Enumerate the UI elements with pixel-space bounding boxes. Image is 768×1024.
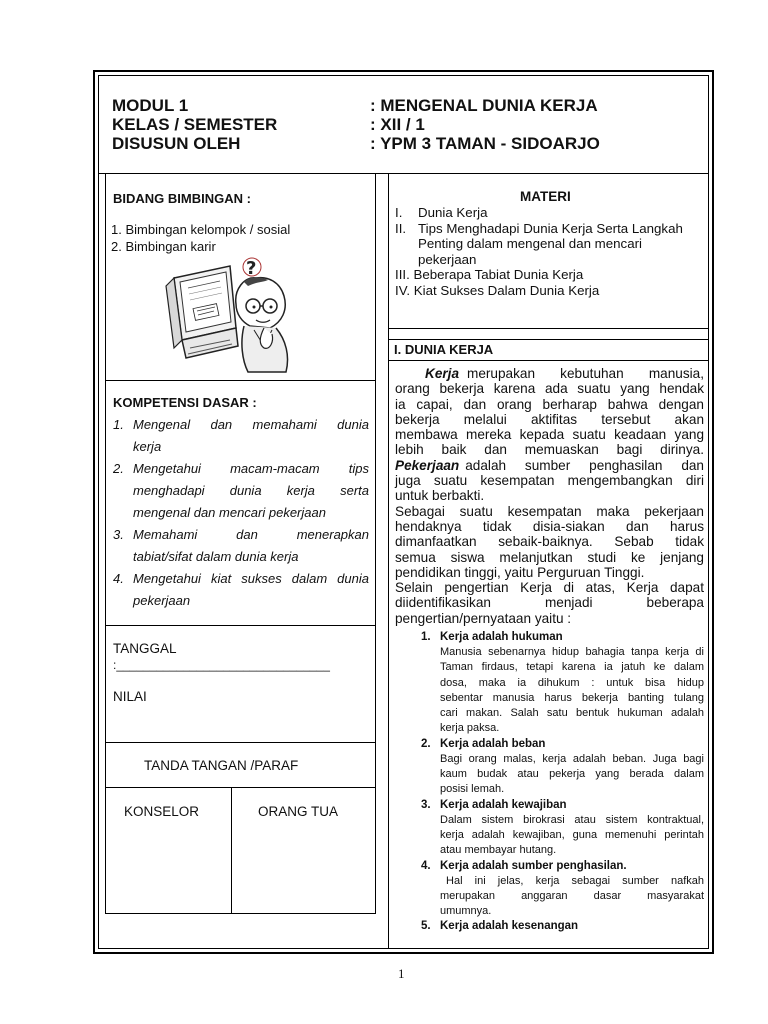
pekerjaan-emphasis: Pekerjaan (395, 457, 460, 473)
definition-line: atau membayar hutang. (440, 844, 557, 857)
kompetensi-line: Mengenal dan memahami dunia (133, 417, 369, 432)
materi-item-1 (395, 205, 705, 221)
definition-line: Dalam sistem birokrasi atau sistem kontraktual, (440, 813, 704, 826)
nilai-label: NILAI (113, 689, 147, 704)
materi-num: II. (395, 220, 407, 236)
kompetensi-divider (105, 625, 375, 626)
materi-text-cont: Penting dalam mengenal dan mencari (418, 236, 642, 251)
kompetensi-item-2 (113, 458, 369, 524)
kompetensi-item-3 (113, 524, 369, 568)
kompetensi-line: pekerjaan (133, 593, 191, 608)
definition-item-2 (421, 737, 704, 798)
konselor-label: KONSELOR (124, 804, 200, 819)
kompetensi-line: menghadapi dunia kerja serta (133, 483, 369, 498)
kompetensi-line: mengenal dan mencari pekerjaan (133, 505, 326, 520)
definition-line: sebentar manusia harus bekerja banting tulang (440, 691, 704, 704)
body-line: pengertian/pernyataan yaitu : (395, 610, 572, 626)
body-line: hendaknya tidak disia-siakan dan harus (395, 518, 704, 534)
svg-text:?: ? (246, 258, 257, 279)
kompetensi-num-3: 3. (113, 527, 124, 542)
kompetensi-line: Memahami dan menerapkan (133, 527, 369, 542)
definition-line: merupakan anggaran dasar masyarakat (440, 889, 704, 902)
definition-text (421, 813, 704, 859)
definition-title: Kerja adalah sumber penghasilan. (440, 859, 627, 872)
definition-num: 4. (421, 859, 431, 872)
definition-item-3 (421, 798, 704, 859)
definition-line: kaum budak atau pekerja yang berada dalam (440, 768, 704, 781)
kerja-definitions-list (421, 630, 704, 934)
header-label-modul: MODUL 1 (112, 96, 189, 115)
body-text (395, 366, 704, 626)
definition-title: Kerja adalah beban (440, 737, 546, 750)
right-column-left-border (388, 173, 389, 949)
definition-num: 1. (421, 631, 431, 643)
header-value-disusun: : YPM 3 TAMAN - SIDOARJO (370, 134, 600, 153)
kompetensi-title: KOMPETENSI DASAR : (113, 395, 257, 410)
illustration-svg (160, 256, 300, 374)
bidang-item-1: 1. Bimbingan kelompok / sosial (111, 222, 291, 237)
definition-item-5 (421, 919, 704, 934)
materi-text-cont: pekerjaan (418, 251, 477, 267)
materi-item-2 (395, 221, 705, 237)
tanggal-label: TANGGAL (113, 641, 177, 656)
left-column-left-border (105, 173, 106, 914)
definition-title: Kerja adalah hukuman (440, 631, 563, 643)
orang-tua-label: ORANG TUA (258, 804, 339, 819)
definition-item-1 (421, 630, 704, 737)
materi-num: I. (395, 205, 403, 220)
definition-line: Hal ini jelas, kerja sebagai sumber nafkah (440, 874, 704, 887)
definition-item-4 (421, 859, 704, 920)
body-line: semua siswa melanjutkan studi ke jenjang (395, 549, 704, 565)
body-line: membawa mereka kepada suatu keadaan yang (395, 427, 704, 443)
body-line: juga suatu kesempatan mengembangkan diri (395, 473, 704, 489)
computer-character-illustration (160, 256, 300, 374)
definition-text (421, 752, 704, 798)
materi-text: Dunia Kerja (418, 205, 488, 220)
definition-line: posisi lemah. (440, 783, 505, 796)
materi-num: III. (395, 267, 410, 282)
kompetensi-num-4: 4. (113, 571, 124, 586)
kompetensi-line: Mengetahui macam-macam tips (133, 461, 369, 476)
materi-title: MATERI (520, 189, 571, 204)
kompetensi-num-1: 1. (113, 417, 124, 432)
body-line-text: merupakan kebutuhan manusia, (467, 366, 704, 381)
definition-line: Taman firdaus, tetapi karena ia jatuh ke dalam (440, 661, 704, 674)
tanggal-divider (105, 742, 375, 743)
definition-line: cari makan. Salah satu bentuk hukuman adalah (440, 707, 704, 720)
definition-text (421, 645, 704, 737)
kompetensi-num-2: 2. (113, 461, 124, 476)
section-title-top (388, 339, 709, 340)
tanda-tangan-label: TANDA TANGAN /PARAF (144, 758, 299, 773)
header-divider (98, 173, 709, 174)
page-number: 1 (398, 966, 405, 981)
materi-num: IV. (395, 282, 411, 298)
kompetensi-list (113, 414, 369, 612)
header-value-modul: : MENGENAL DUNIA KERJA (370, 96, 598, 115)
definition-line: dosa, maka ia dihukum : untuk bisa hidup (440, 676, 704, 689)
materi-list (395, 205, 705, 298)
header-label-kelas: KELAS / SEMESTER (112, 115, 278, 134)
header-value-kelas: : XII / 1 (370, 115, 425, 134)
definition-text (421, 874, 704, 920)
kompetensi-line: tabiat/sifat dalam dunia kerja (133, 549, 299, 564)
materi-divider (388, 328, 709, 329)
kompetensi-line: kerja (133, 439, 162, 454)
kompetensi-item-1 (113, 414, 369, 458)
body-line (395, 366, 704, 381)
materi-text: Tips Menghadapi Dunia Kerja Serta Langkah (418, 220, 683, 236)
definition-num: 3. (421, 798, 431, 811)
definition-num: 5. (421, 920, 431, 933)
body-line: Sebagai suatu kesempatan maka pekerjaan (395, 503, 704, 519)
body-line: diidentifikasikan menjadi beberapa (395, 595, 704, 611)
left-bottom-border (105, 913, 375, 914)
body-line: pendidikan tinggi, yaitu Perguruan Tinggi. (395, 564, 645, 580)
bidang-title: BIDANG BIMBINGAN : (113, 191, 251, 206)
body-line: untuk berbakti. (395, 488, 485, 504)
definition-num: 2. (421, 737, 431, 750)
left-column-right-border (375, 173, 376, 914)
ttd-column-divider (231, 787, 232, 914)
body-line: orang bekerja karena ada suatu yang hendak (395, 381, 704, 397)
materi-item-3 (395, 267, 705, 283)
tanggal-line: :________________________________ (113, 658, 330, 672)
body-line (395, 458, 704, 473)
body-line: Selain pengertian Kerja di atas, Kerja dapat (395, 580, 704, 596)
header-label-disusun: DISUSUN OLEH (112, 134, 241, 153)
definition-line: Manusia sebenarnya hidup bahagia tanpa kerja di (440, 646, 704, 658)
definition-line: kerja paksa. (440, 722, 500, 735)
section-title-bottom (388, 360, 709, 361)
ttd-divider (105, 787, 375, 788)
materi-text: Beberapa Tabiat Dunia Kerja (413, 267, 584, 282)
kompetensi-line: Mengetahui kiat sukses dalam dunia (133, 571, 369, 586)
definition-line: Bagi orang malas, kerja adalah beban. Juga bagi (440, 752, 704, 765)
bidang-divider (105, 380, 375, 381)
kerja-emphasis: Kerja (425, 366, 460, 381)
body-line: ia capai, dan orang berharap bahwa dengan (395, 396, 704, 412)
materi-item-4 (395, 283, 705, 299)
body-line-text: adalah sumber penghasilan dan (465, 457, 704, 473)
section-title-dunia-kerja: I. DUNIA KERJA (394, 342, 494, 357)
body-line: lebih baik dan memuaskan bagi dirinya. (395, 442, 704, 458)
definition-title: Kerja adalah kewajiban (440, 798, 567, 811)
definition-line: umumnya. (440, 905, 492, 918)
definition-title: Kerja adalah kesenangan (440, 920, 579, 933)
bidang-item-2: 2. Bimbingan karir (111, 239, 216, 254)
kompetensi-item-4 (113, 568, 369, 612)
body-line: bekerja melalui aktifitas tersebut akan (395, 411, 704, 427)
definition-line: kerja adalah kewajiban, guna memenuhi perintah (440, 828, 704, 841)
body-line: dimanfaatkan sebaik-baiknya. Sebab tidak (395, 534, 704, 550)
materi-text: Kiat Sukses Dalam Dunia Kerja (413, 282, 600, 298)
